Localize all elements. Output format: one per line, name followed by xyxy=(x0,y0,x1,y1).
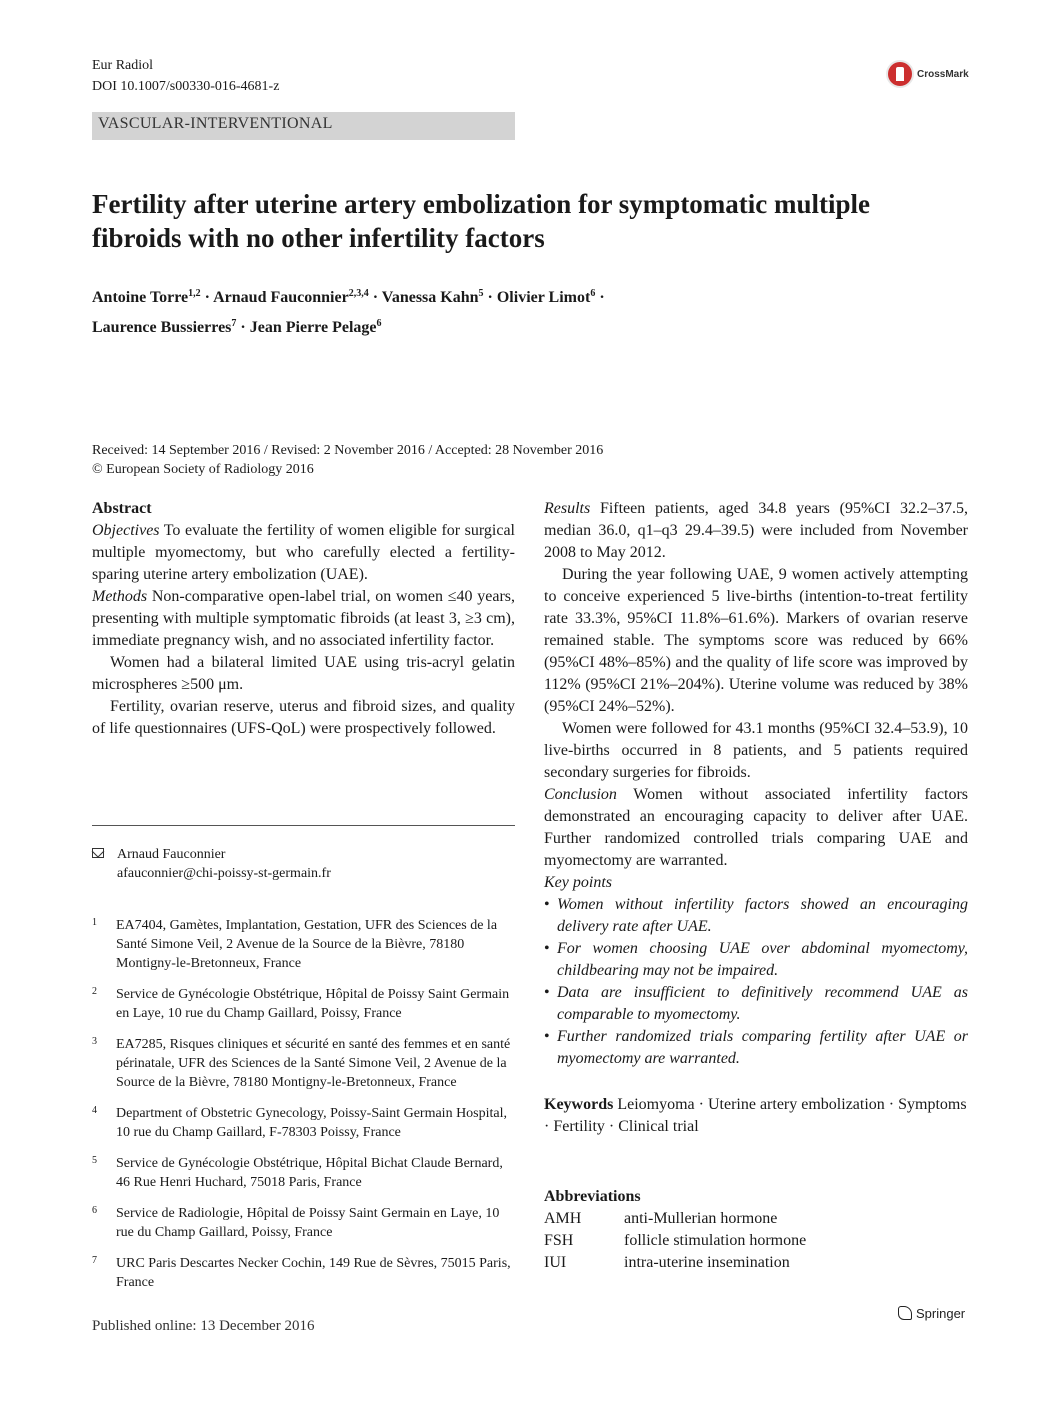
copyright: © European Society of Radiology 2016 xyxy=(92,462,314,477)
affiliation-number: 1 xyxy=(92,917,97,928)
author-affiliation: 2,3,4 xyxy=(348,288,369,299)
publisher-name: Springer xyxy=(916,1306,966,1321)
affiliations-list xyxy=(92,916,517,1304)
affiliation-text: EA7404, Gamètes, Implantation, Gestation, UFR des Sciences de la Santé Simone Veil, 2 Avenue de la Source de la Bièvre, 78180 Montigny-le-Bretonneux, France xyxy=(116,918,498,971)
abstract-left-column xyxy=(92,498,515,740)
journal-name: Eur Radiol xyxy=(92,58,154,73)
methods-label: Methods xyxy=(92,588,148,605)
journal-header xyxy=(92,55,279,97)
affiliation-text: EA7285, Risques cliniques et sécurité en santé des femmes et en santé périnatale, UFR des Sciences de la Santé Simone Veil, 2 Avenue de la Source de la Bièvre, 78180 Montigny-le-Bretonneux, France xyxy=(116,1037,511,1090)
doi[interactable]: DOI 10.1007/s00330-016-4681-z xyxy=(92,79,280,94)
author[interactable]: Laurence Bussierres xyxy=(92,319,232,336)
bullet-icon: • xyxy=(544,1028,550,1045)
results-text: Fifteen patients, aged 34.8 years (95%CI 32.2–37.5, median 36.0, q1–q3 29.4–39.5) were included from November 2008 to May 2012. xyxy=(544,500,968,561)
key-point xyxy=(544,894,968,938)
conclusion-text: Women without associated infertility factors demonstrated an encouraging capacity to deliver after UAE. Further randomized controlled trials comparing UAE and myomectomy are warranted. xyxy=(544,786,968,869)
results-paragraph xyxy=(544,498,968,564)
author-affiliation: 1,2 xyxy=(188,288,201,299)
results-label: Results xyxy=(544,500,591,517)
envelope-icon xyxy=(92,848,104,858)
abbreviation-row xyxy=(544,1252,806,1274)
key-point xyxy=(544,1026,968,1070)
author-affiliation: 6 xyxy=(376,318,382,329)
published-online: Published online: 13 December 2016 xyxy=(92,1318,315,1334)
keywords-text: Leiomyoma · Uterine artery embolization · Symptoms · Fertility · Clinical trial xyxy=(544,1096,967,1135)
author[interactable]: Vanessa Kahn xyxy=(381,289,479,306)
results-paragraph-2: During the year following UAE, 9 women actively attempting to conceive experienced 5 live-births (intention-to-treat fertility rate 33.3%, 95%CI 11.8%–61.6%). Markers of ovarian reserve remained stable. The symptoms score was reduced by 66% (95%CI 48%–85%) and the quality of life score was improved by 112% (95%CI 21%–204%). Uterine volume was reduced by 38% (95%CI 24%–52%). xyxy=(544,566,968,715)
correspondence-name: Arnaud Fauconnier xyxy=(117,847,226,862)
author-list: Antoine Torre$^{1,2}$ · Arnaud Fauconnier$^{2,3,4}$ · Vanessa Kahn$^5$ · Olivier Limot$^6$ · Laurence Bussierres$^7$ · Jean Pierre Pelage$^6$ xyxy=(92,288,605,336)
section-banner xyxy=(92,112,515,140)
bullet-icon: • xyxy=(544,940,550,957)
affiliation-item xyxy=(92,1154,517,1192)
key-points-label: Key points xyxy=(544,874,612,891)
affiliation-number: 3 xyxy=(92,1036,97,1047)
abbreviation: FSH xyxy=(544,1232,574,1249)
abbreviation-definition: follicle stimulation hormone xyxy=(624,1232,807,1249)
abbreviations xyxy=(544,1186,968,1274)
abstract-right-column xyxy=(544,498,968,1070)
bullet-icon: • xyxy=(544,984,550,1001)
correspondence-email[interactable]: afauconnier@chi-poissy-st-germain.fr xyxy=(117,866,331,881)
key-point-text: For women choosing UAE over abdominal myomectomy, childbearing may not be impaired. xyxy=(557,940,968,979)
results-paragraph-3: Women were followed for 43.1 months (95%CI 32.4–53.9), 10 live-births occurred in 8 patients, and 5 patients required secondary surgeries for fibroids. xyxy=(544,720,968,781)
abbreviation: AMH xyxy=(544,1210,582,1227)
author-affiliation: 7 xyxy=(231,318,237,329)
abbreviation: IUI xyxy=(544,1254,567,1271)
objectives-text: To evaluate the fertility of women eligible for surgical multiple myomectomy, but who carefully elected a fertility-sparing uterine artery embolization (UAE). xyxy=(92,522,515,583)
affiliation-text: Service de Radiologie, Hôpital de Poissy Saint Germain en Laye, 10 rue du Champ Gaillard, Poissy, France xyxy=(116,1206,500,1240)
abbreviations-table xyxy=(544,1208,806,1274)
keywords-label: Keywords xyxy=(544,1096,614,1113)
affiliation-number: 4 xyxy=(92,1105,97,1116)
affiliation-item xyxy=(92,1254,517,1292)
key-point-text: Further randomized trials comparing fertility after UAE or myomectomy are warranted. xyxy=(557,1028,968,1067)
affiliation-text: URC Paris Descartes Necker Cochin, 149 Rue de Sèvres, 75015 Paris, France xyxy=(116,1256,511,1290)
abbreviation-row xyxy=(544,1208,806,1230)
abstract-heading: Abstract xyxy=(92,500,152,517)
author[interactable]: Arnaud Fauconnier xyxy=(213,289,349,306)
keywords xyxy=(544,1094,968,1138)
received-dates: Received: 14 September 2016 / Revised: 2 November 2016 / Accepted: 28 November 2016 xyxy=(92,443,604,458)
affiliation-item xyxy=(92,916,517,973)
affiliation-number: 6 xyxy=(92,1205,97,1216)
methods-text: Non-comparative open-label trial, on women ≤40 years, presenting with multiple symptomatic fibroids (at least 3, ≥3 cm), immediate pregnancy wish, and no associated infertility factor. xyxy=(92,588,515,649)
objectives-paragraph xyxy=(92,520,515,586)
article-dates xyxy=(92,441,603,479)
conclusion-label: Conclusion xyxy=(544,786,617,803)
footnote-divider xyxy=(92,825,515,826)
crossmark-label: CrossMark xyxy=(917,69,969,80)
abbreviation-row xyxy=(544,1230,806,1252)
affiliation-item xyxy=(92,1035,517,1092)
author[interactable]: Antoine Torre xyxy=(92,289,189,306)
bullet-icon: • xyxy=(544,896,550,913)
key-point xyxy=(544,982,968,1026)
key-point-text: Women without infertility factors showed an encouraging delivery rate after UAE. xyxy=(557,896,968,935)
author[interactable]: Jean Pierre Pelage xyxy=(249,319,377,336)
key-points-list xyxy=(544,894,968,1070)
abbreviation-definition: anti-Mullerian hormone xyxy=(624,1210,778,1227)
methods-paragraph-3: Fertility, ovarian reserve, uterus and fibroid sizes, and quality of life questionnaires (UFS-QoL) were prospectively followed. xyxy=(92,698,515,737)
affiliation-text: Service de Gynécologie Obstétrique, Hôpital Bichat Claude Bernard, 46 Rue Henri Huchard, 75018 Paris, France xyxy=(116,1156,503,1190)
affiliation-number: 2 xyxy=(92,986,97,997)
crossmark-badge[interactable] xyxy=(886,60,976,90)
methods-paragraph-2: Women had a bilateral limited UAE using tris-acryl gelatin microspheres ≥500 μm. xyxy=(92,654,515,693)
affiliation-text: Department of Obstetric Gynecology, Poissy-Saint Germain Hospital, 10 rue du Champ Gaillard, F-78303 Poissy, France xyxy=(116,1106,508,1140)
methods-paragraph xyxy=(92,586,515,652)
author[interactable]: Olivier Limot xyxy=(496,289,591,306)
abbreviation-definition: intra-uterine insemination xyxy=(624,1254,790,1271)
springer-horse-icon xyxy=(898,1306,912,1320)
affiliation-item xyxy=(92,985,517,1023)
crossmark-icon xyxy=(886,60,914,88)
affiliation-item xyxy=(92,1204,517,1242)
section-label: VASCULAR-INTERVENTIONAL xyxy=(98,115,333,132)
affiliation-text: Service de Gynécologie Obstétrique, Hôpital de Poissy Saint Germain en Laye, 10 rue du Champ Gaillard, Poissy, France xyxy=(116,987,510,1021)
objectives-label: Objectives xyxy=(92,522,160,539)
affiliation-number: 5 xyxy=(92,1155,97,1166)
key-point xyxy=(544,938,968,982)
affiliation-number: 7 xyxy=(92,1255,97,1266)
publisher-logo xyxy=(898,1306,965,1321)
author-affiliation: 5 xyxy=(478,288,484,299)
key-point-text: Data are insufficient to definitively recommend UAE as comparable to myomectomy. xyxy=(557,984,968,1023)
affiliation-item xyxy=(92,1104,517,1142)
article-title: Fertility after uterine artery embolization for symptomatic multiple fibroids with no other infertility factors xyxy=(92,189,871,253)
conclusion-paragraph xyxy=(544,784,968,872)
abbreviations-heading: Abbreviations xyxy=(544,1188,641,1205)
author-affiliation: 6 xyxy=(590,288,596,299)
